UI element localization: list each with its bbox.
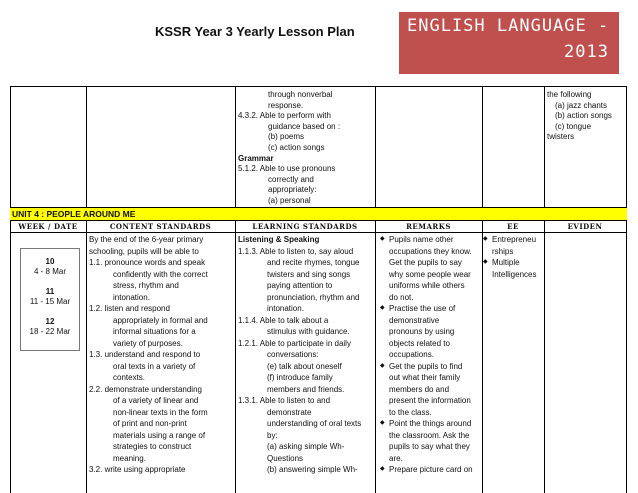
text-line: ◆ Entrepreneu — [492, 234, 536, 245]
text-line: to the class. — [389, 407, 432, 417]
text-line: ◆ Practise the use of — [389, 303, 455, 314]
text-line: out what their family — [389, 373, 461, 382]
divider — [235, 220, 236, 493]
text-line: pronunciation, rhythm and — [267, 292, 360, 302]
text-line: 1.3.1. Able to listen to and — [238, 396, 331, 405]
text-line: conversations: — [267, 350, 319, 359]
text-line: the following — [547, 90, 592, 99]
text-line: guidance based on : — [268, 121, 341, 131]
text-line: pupils to say what they — [389, 442, 470, 451]
text-line: demonstrate — [267, 407, 312, 417]
text-line: pronouns by using — [389, 327, 455, 336]
text-line: (c) action songs — [268, 143, 325, 152]
divider — [375, 86, 376, 208]
text-line: ◆ Pupils name other — [389, 234, 453, 245]
text-line: (b) answering simple Wh- — [267, 465, 358, 474]
col-remarks: REMARKS — [406, 222, 451, 231]
divider — [544, 220, 545, 493]
text-line: of a variety of linear and — [113, 396, 199, 405]
col-content: CONTENT STANDARDS — [109, 222, 212, 231]
text-line: By the end of the 6-year primary — [89, 235, 204, 244]
text-line: Questions — [267, 453, 304, 463]
text-line: 1.3. understand and respond to — [89, 350, 201, 359]
text-line: schooling, pupils will be able to — [89, 246, 199, 256]
text-line: variety of purposes. — [113, 338, 183, 348]
text-line: Get the pupils to say — [389, 258, 462, 267]
text-line: understanding of oral texts — [267, 419, 362, 428]
text-line: members do and — [389, 384, 450, 394]
subject-banner — [399, 12, 619, 74]
text-line: twisters and sing songs — [267, 269, 351, 279]
week-date: 4 - 8 Mar — [33, 267, 66, 276]
week-date: 18 - 22 Mar — [29, 327, 71, 336]
text-line: 1.2. listen and respond — [89, 304, 170, 313]
text-line: confidently with the correct — [113, 269, 208, 279]
text-line: stress, rhythm and — [113, 281, 179, 290]
text-line: by: — [267, 430, 278, 440]
text-line: non-linear texts in the form — [113, 407, 208, 417]
week-date: 11 - 15 Mar — [29, 297, 71, 306]
week-date-box — [20, 248, 80, 351]
text-line: stimulus with guidance. — [267, 327, 350, 336]
text-line: the classroom. Ask the — [389, 430, 470, 440]
text-line: 1.1.4. Able to talk about a — [238, 315, 329, 325]
text-line: (a) jazz chants — [555, 100, 608, 110]
text-line: 5.1.2. Able to use pronouns — [238, 164, 336, 174]
text-line: strategies to construct — [113, 442, 192, 451]
text-line: (b) action songs — [555, 111, 612, 121]
text-line: appropriately in formal and — [113, 315, 208, 325]
text-line: Intelligences — [492, 269, 537, 279]
text-line: appropriately: — [268, 185, 317, 195]
text-line: why some people wear — [389, 269, 471, 279]
text-line: ◆ Prepare picture card on — [389, 464, 473, 475]
text-line: (e) talk about oneself — [267, 361, 342, 371]
text-line: members and friends. — [267, 384, 345, 394]
text-line: ◆ Get the pupils to find — [389, 361, 462, 372]
unit-bar — [10, 208, 627, 220]
text-line: 1.1.3. Able to listen to, say aloud — [238, 246, 354, 256]
text-line: Listening & Speaking — [238, 235, 320, 244]
text-line: (a) asking simple Wh- — [267, 442, 345, 451]
text-line: 4.3.2. Able to perform with — [238, 111, 331, 121]
text-line: paying attention to — [267, 281, 333, 290]
unit-title: UNIT 4 : PEOPLE AROUND ME — [12, 209, 136, 219]
divider — [235, 86, 236, 208]
text-line: materials using a range of — [113, 430, 206, 440]
year-label: 2013 — [564, 42, 609, 62]
text-line: ◆ Point the things around — [389, 418, 471, 429]
text-line: 1.1. pronounce words and speak — [89, 258, 206, 267]
text-line: rships — [492, 246, 514, 256]
divider — [482, 86, 483, 208]
text-line: ◆ Multiple — [492, 257, 520, 268]
text-line: contexts. — [113, 373, 146, 382]
week-number: 12 — [45, 317, 55, 326]
col-week: WEEK / DATE — [18, 222, 78, 231]
text-line: (c) tongue — [555, 121, 592, 131]
text-line: objects related to — [389, 338, 450, 348]
left-border — [10, 86, 11, 493]
divider — [544, 86, 545, 208]
header-row-top — [10, 220, 627, 221]
divider — [86, 220, 87, 493]
header-title: KSSR Year 3 Yearly Lesson Plan — [155, 24, 355, 39]
text-line: through nonverbal — [268, 90, 333, 99]
divider — [86, 86, 87, 208]
col-evidence: EVIDEN — [567, 222, 603, 231]
text-line: present the information — [389, 396, 471, 405]
text-line: (f) introduce family — [267, 373, 333, 382]
text-line: 1.2.1. Able to participate in daily — [238, 338, 351, 348]
text-line: demonstrative — [389, 315, 440, 325]
text-line: are. — [389, 453, 403, 463]
text-line: (b) poems — [268, 132, 305, 142]
text-line: twisters — [547, 132, 575, 142]
col-learning: LEARNING STANDARDS — [252, 222, 358, 231]
text-line: occupations. — [389, 350, 434, 359]
text-line: 2.2. demonstrate understanding — [89, 384, 202, 394]
text-line: uniforms while others — [389, 281, 465, 290]
text-line: intonation. — [113, 292, 150, 302]
text-line: and recite rhymes, tongue — [267, 258, 360, 267]
text-line: meaning. — [113, 453, 146, 463]
header-row-bottom — [10, 232, 627, 233]
text-line: Grammar — [238, 153, 274, 163]
text-line: 3.2. write using appropriate — [89, 465, 186, 474]
top-border — [10, 86, 627, 87]
text-line: do not. — [389, 292, 414, 302]
text-line: intonation. — [267, 304, 304, 313]
text-line: (a) personal — [268, 196, 311, 205]
col-ee: EE — [507, 222, 519, 231]
text-line: occupations they know. — [389, 246, 472, 256]
subject-label: ENGLISH LANGUAGE - — [407, 16, 610, 36]
right-border — [626, 86, 627, 493]
text-line: of print and non-print — [113, 419, 187, 428]
text-line: correctly and — [268, 174, 314, 184]
text-line: informal situations for a — [113, 327, 196, 336]
text-line: oral texts in a variety of — [113, 361, 196, 371]
text-line: response. — [268, 100, 304, 110]
divider — [375, 220, 376, 493]
week-number: 11 — [45, 287, 55, 296]
week-number: 10 — [45, 257, 55, 266]
